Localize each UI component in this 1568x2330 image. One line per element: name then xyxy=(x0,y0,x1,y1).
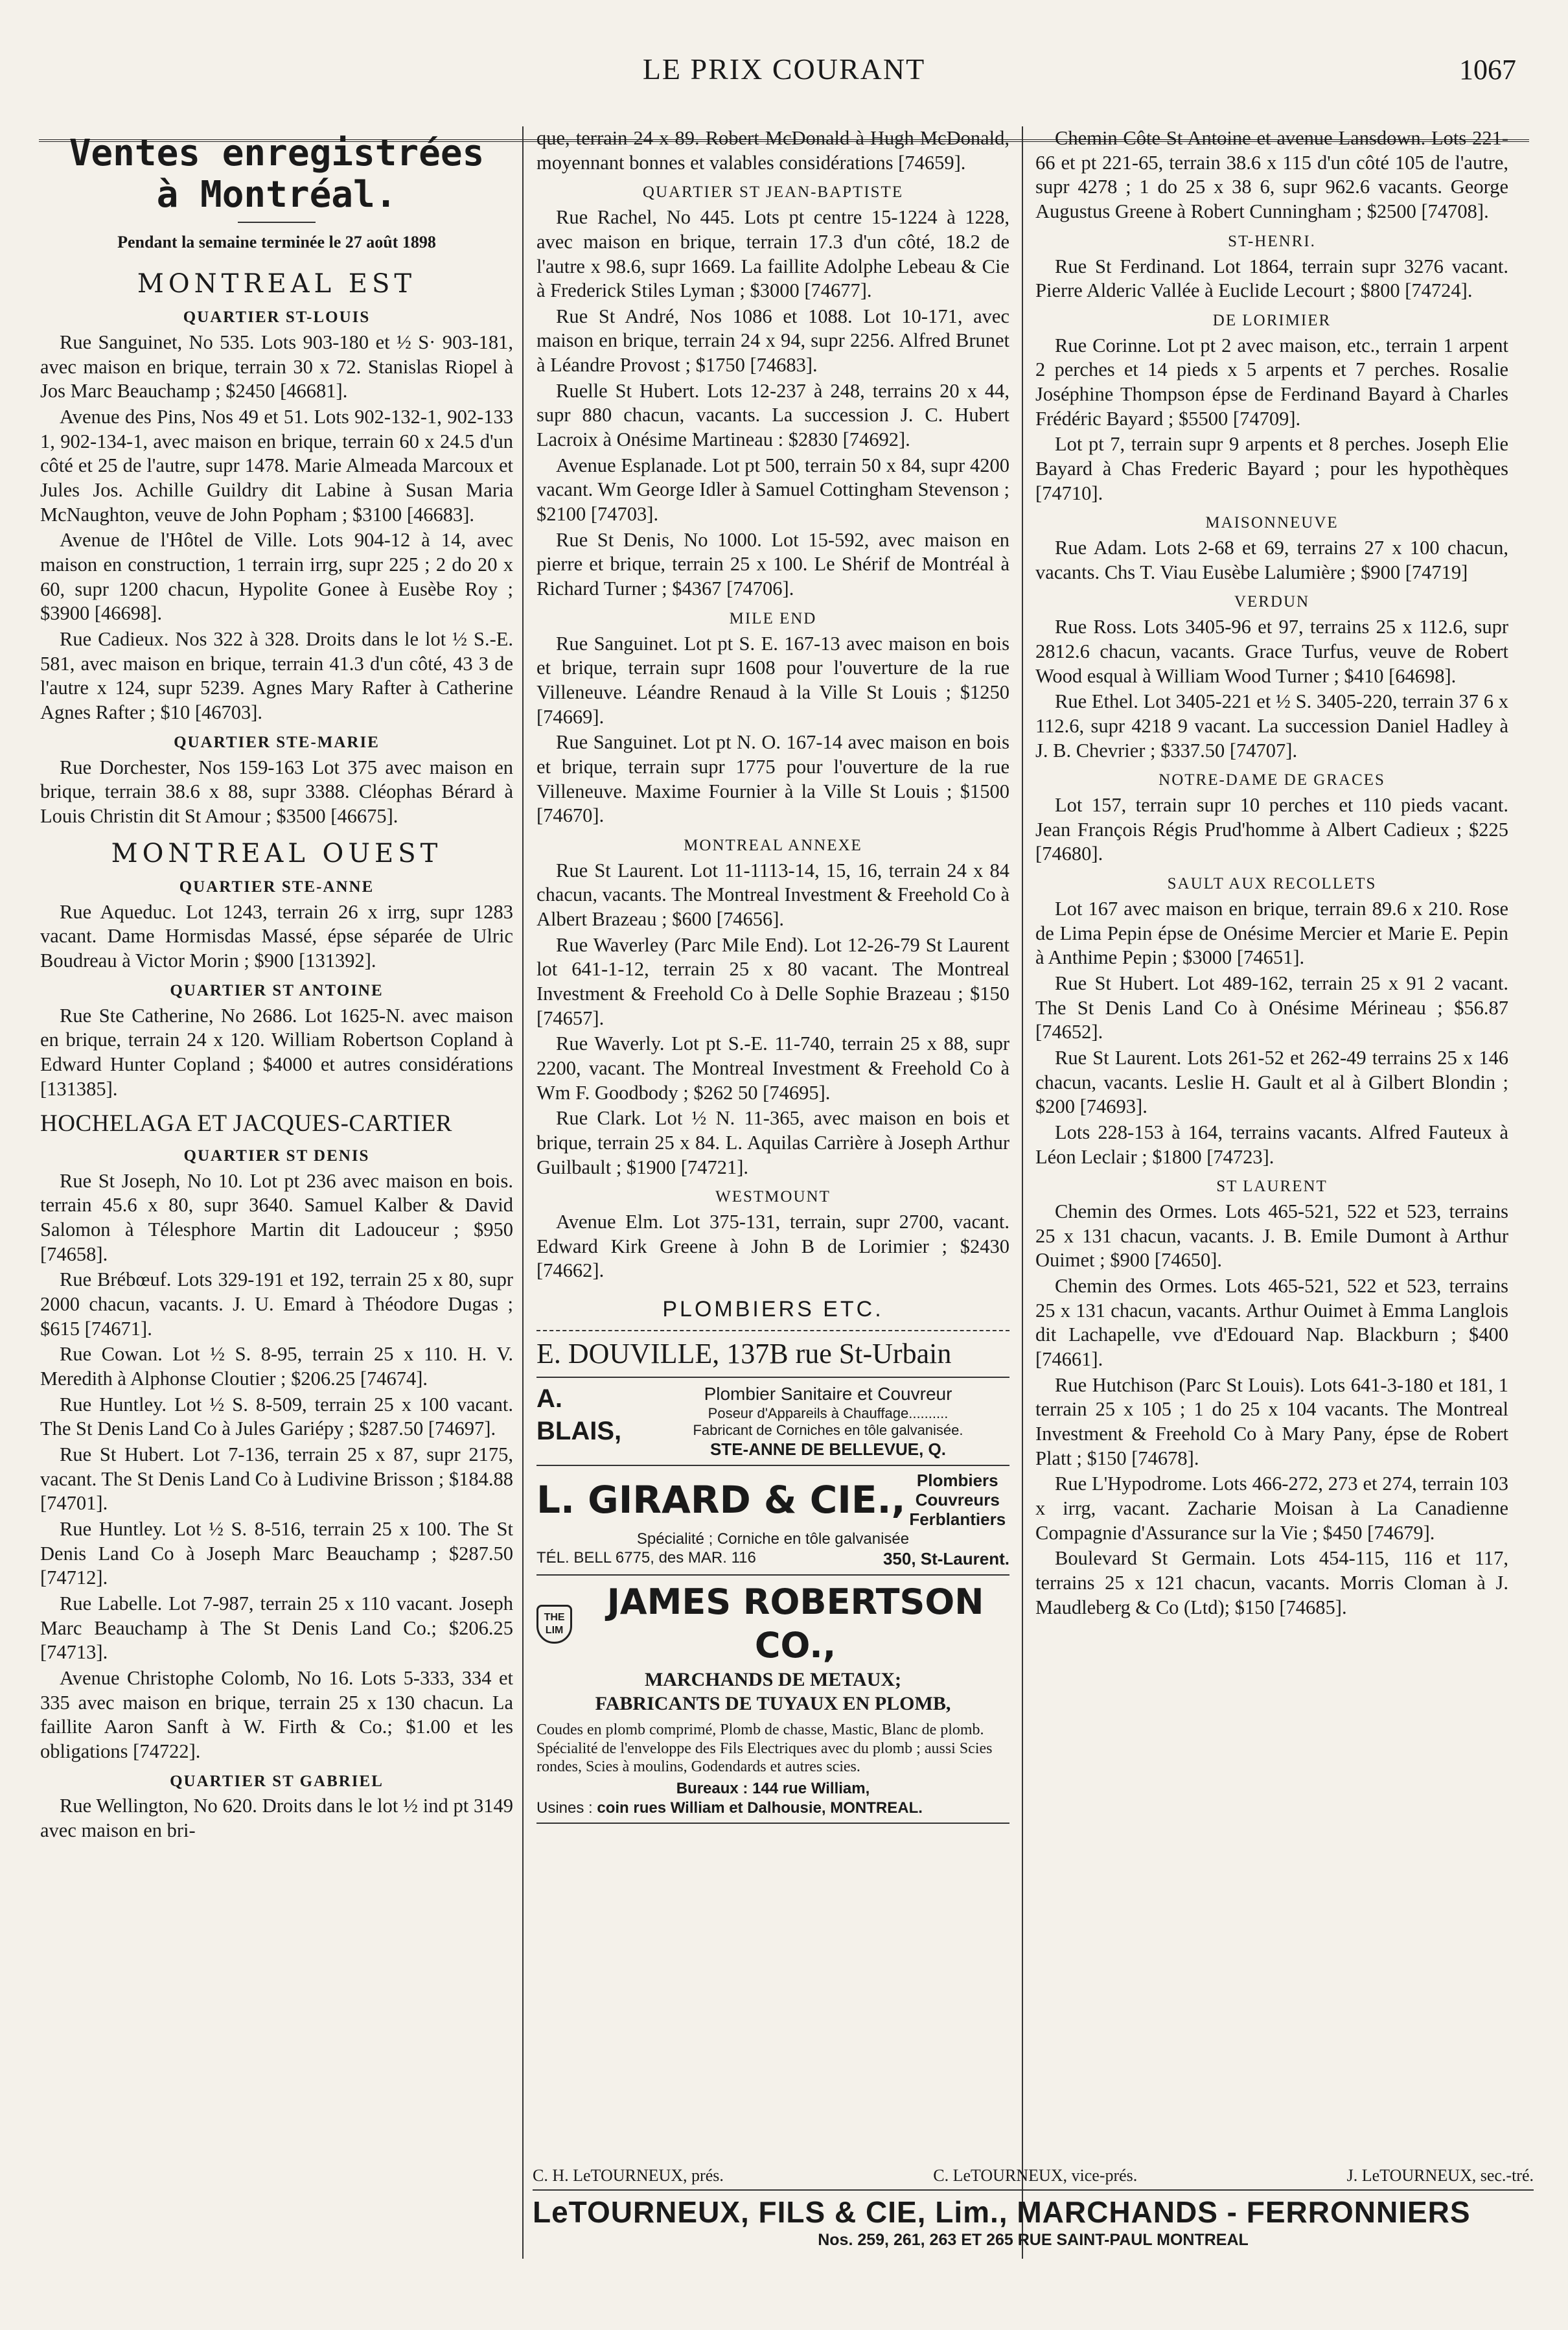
quarter-heading: MAISONNEUVE xyxy=(1205,514,1339,532)
girard-specialty: Spécialité ; Corniche en tôle galvanisée xyxy=(636,1530,910,1548)
sale-entry: Rue Dorchester, Nos 159-163 Lot 375 avec maison en brique, terrain 38.6 x 88, supr 3388. Cléophas Bérard à Louis Christin dit St Amour ; $3500 [46675]. xyxy=(40,756,513,827)
robertson-description: Coudes en plomb comprimé, Plomb de chasse, Mastic, Blanc de plomb. Spécialité de l'enveloppe des Fils Electriques avec du plomb ; aussi Scies rondes, Scies à moulins, Godendards et autres scies. xyxy=(536,1721,993,1776)
page-header xyxy=(0,45,1568,104)
column-1 xyxy=(40,126,513,1845)
sale-entry: Rue St Laurent. Lot 11-1113-14, 15, 16, terrain 24 x 84 chacun, vacants. The Montreal Investment & Freehold Co à Albert Brazeau ; $600 [74656]. xyxy=(536,859,1009,930)
ad-robertson xyxy=(536,1576,1009,1824)
quarter-heading: QUARTIER ST ANTOINE xyxy=(170,981,384,999)
sale-entry: Rue Sanguinet, No 535. Lots 903-180 et ½ S· 903-181, avec maison en brique, terrain 30 x 72. Stanislas Riopel à Jos Marc Beauchamp ; $2450 [46681]. xyxy=(40,331,513,402)
quarter-heading: QUARTIER ST GABRIEL xyxy=(170,1772,384,1790)
letourneux-officers xyxy=(533,2166,1534,2191)
column-2 xyxy=(536,126,1009,1824)
sale-entry: Rue Adam. Lots 2-68 et 69, terrains 27 x 100 chacun, vacants. Chs T. Viau Eusèbe Lalumière ; $900 [74719] xyxy=(1035,537,1508,583)
sale-entry: Rue St Laurent. Lots 261-52 et 262-49 terrains 25 x 146 chacun, vacants. Leslie H. Gault et al à Gilbert Blondin ; $200 [74693]. xyxy=(1035,1046,1508,1118)
blais-address: STE-ANNE DE BELLEVUE, Q. xyxy=(709,1439,947,1459)
sale-entry: Rue Ethel. Lot 3405-221 et ½ S. 3405-220, terrain 37 6 x 112.6, supr 4218 9 vacant. La succession Daniel Hadley à J. B. Chevrier ; $337.50 [74707]. xyxy=(1035,690,1508,762)
quarter-heading: WESTMOUNT xyxy=(715,1188,831,1206)
ad-blais xyxy=(536,1378,1009,1466)
girard-trade-line: Ferblantiers xyxy=(909,1509,1006,1529)
sale-entry: Rue St Denis, No 1000. Lot 15-592, avec maison en pierre et brique, terrain 25 x 100. Le Shérif de Montréal à Richard Turner ; $4367 [74706]. xyxy=(536,528,1009,600)
robertson-works xyxy=(536,1799,1009,1818)
sale-entry: Avenue Christophe Colomb, No 16. Lots 5-333, 334 et 335 avec maison en brique, terrain 25 x 130 chacun. La faillite Aaron Sanft à W. Firth & Co.; $1.00 et les obligations [74722]. xyxy=(40,1666,513,1762)
district-heading: HOCHELAGA ET JACQUES-CARTIER xyxy=(40,1110,452,1137)
sale-entry: Avenue Elm. Lot 375-131, terrain, supr 2700, vacant. Edward Kirk Greene à John B de Lorimier ; $2430 [74662]. xyxy=(536,1211,1009,1282)
sale-entry: Lot pt 7, terrain supr 9 arpents et 8 perches. Joseph Elie Bayard à Chas Frederic Bayard ; pour les hypothèques [74710]. xyxy=(1035,433,1508,504)
quarter-heading: QUARTIER ST JEAN-BAPTISTE xyxy=(642,183,904,202)
sale-entry: Rue Clark. Lot ½ N. 11-365, avec maison en bois et brique, terrain 25 x 84. L. Aquilas Carrière à Joseph Arthur Guilbault ; $1900 [74721]. xyxy=(536,1107,1009,1178)
ad-letourneux xyxy=(533,2166,1534,2250)
letourneux-officer: C. LeTOURNEUX, vice-prés. xyxy=(933,2166,1138,2185)
sale-entry: Rue Hutchison (Parc St Louis). Lots 641-3-180 et 181, 1 terrain 25 x 105 ; 1 do 25 x 104 vacants. The Montreal Investment & Freehold Co à Mary Pany, épse de Robert Platt ; $150 [74678]. xyxy=(1035,1373,1508,1469)
sale-entry: Rue Rachel, No 445. Lots pt centre 15-1224 à 1228, avec maison en brique, terrain 17.3 d'un côté, 18.2 de l'autre x 98.6, supr 1669. La faillite Adolphe Lebeau & Cie à Frederick Stiles Lyman ; $3000 [74677]. xyxy=(536,206,1009,302)
district-heading: MONTREAL EST xyxy=(137,268,417,299)
sale-entry: Chemin des Ormes. Lots 465-521, 522 et 523, terrains 25 x 131 chacun, vacants. J. B. Emile Dumont à Arthur Ouimet ; $900 [74650]. xyxy=(1035,1200,1508,1272)
sale-entry: Rue Cowan. Lot ½ S. 8-95, terrain 25 x 110. H. V. Meredith à Alphonse Cloutier ; $206.25 [74674]. xyxy=(40,1343,513,1390)
sale-entry: Avenue Esplanade. Lot pt 500, terrain 50 x 84, supr 4200 vacant. Wm George Idler à Samuel Cottingham Stevenson ; $2100 [74703]. xyxy=(536,454,1009,526)
sale-entry: Rue Wellington, No 620. Droits dans le lot ½ ind pt 3149 avec maison en bri- xyxy=(40,1795,513,1842)
sale-entry: Rue St Joseph, No 10. Lot pt 236 avec maison en bois. terrain 45.6 x 80, supr 3640. Samuel Kalber & David Salomon à Télesphore Martin dit Ladouceur ; $950 [74658]. xyxy=(40,1169,513,1265)
blais-details xyxy=(647,1383,1009,1460)
advertisements xyxy=(536,1296,1009,1824)
sale-entry: Avenue des Pins, Nos 49 et 51. Lots 902-132-1, 902-133 1, 902-134-1, avec maison en brique, terrain 60 x 24.5 d'un côté et 25 de l'autre, supr 1478. Marie Almeada Marcoux et Jules Jos. Achille Guildry dit Labine à Susan Maria McNaughton, veuve de John Popham ; $3100 [46683]. xyxy=(40,406,513,526)
ad-douville: E. DOUVILLE, 137B rue St-Urbain xyxy=(536,1331,1009,1378)
girard-trade-line: Plombiers Couvreurs xyxy=(915,1470,1000,1509)
sale-entry: Rue Ste Catherine, No 2686. Lot 1625-N. avec maison en brique, terrain 24 x 120. William Robertson Copland à Edward Hunter Copland ; $4000 et autres considérations [131385]. xyxy=(40,1004,513,1100)
sale-entry: Rue L'Hypodrome. Lots 466-272, 273 et 274, terrain 103 x irrg, vacant. Zacharie Moisan à La Canadienne Compagnie d'Assurance sur la Vie ; $450 [74679]. xyxy=(1035,1473,1508,1544)
ad-girard xyxy=(536,1466,1009,1576)
title-rule xyxy=(238,222,316,223)
sale-entry: Boulevard St Germain. Lots 454-115, 116 et 117, terrains 25 x 121 chacun, vacants. Morris Cloman à J. Maudleberg & Co (Ltd); $150 [74685]. xyxy=(1035,1547,1508,1618)
article-title xyxy=(40,133,513,216)
sale-entry: Chemin des Ormes. Lots 465-521, 522 et 523, terrains 25 x 131 chacun, vacants. Arthur Ouimet à Emma Langlois dit Lachapelle, vve d'Edouard Nap. Blackburn ; $400 [74661]. xyxy=(1035,1275,1508,1371)
robertson-works-address: coin rues William et Dalhousie, MONTREAL. xyxy=(597,1799,923,1817)
sale-entry-continued: que, terrain 24 x 89. Robert McDonald à Hugh McDonald, moyennant bonnes et valables considérations [74659]. xyxy=(536,127,1009,174)
sale-entry: Rue Corinne. Lot pt 2 avec maison, etc., terrain 1 arpent 2 perches et 14 pieds x 5 arpents et 7 perches. Rosalie Joséphine Thompson épse de Ferdinand Bayard à Charles Frédéric Bayard ; $5500 [74709]. xyxy=(1035,334,1508,430)
blais-name: A. BLAIS, xyxy=(536,1384,622,1445)
sale-entry: Rue Waverly. Lot pt S.-E. 11-740, terrain 25 x 88, supr 2200, vacant. The Montreal Investment & Freehold Co à Wm F. Goodbody ; $262 50 [74695]. xyxy=(536,1032,1009,1104)
article-title-line-2: à Montréal. xyxy=(156,174,397,216)
letourneux-name: LeTOURNEUX, FILS & CIE, Lim., MARCHANDS - FERRONNIERS xyxy=(533,2195,1471,2229)
letourneux-officer: J. LeTOURNEUX, sec.-tré. xyxy=(1346,2166,1534,2185)
sale-entry: Avenue de l'Hôtel de Ville. Lots 904-12 à 14, avec maison en construction, 1 terrain irrg, supr 225 ; 2 do 20 x 60, supr 1200 chacun, Hypolite Gonee à Eusèbe Roy ; $3900 [46698]. xyxy=(40,529,513,625)
running-title: LE PRIX COURANT xyxy=(642,52,926,86)
robertson-subtitle: MARCHANDS DE METAUX; xyxy=(644,1668,902,1690)
quarter-heading: NOTRE-DAME DE GRACES xyxy=(1159,771,1385,789)
quarter-heading: QUARTIER ST DENIS xyxy=(183,1147,370,1165)
sale-entry: Rue Sanguinet. Lot pt N. O. 167-14 avec maison en bois et brique, terrain supr 1775 pour l'ouverture de la rue Villeneuve. Maxime Fournier à la Ville St Louis ; $1500 [74670]. xyxy=(536,731,1009,827)
sale-entry: Rue St Hubert. Lot 489-162, terrain 25 x 91 2 vacant. The St Denis Land Co à Onésime Mérineau ; $56.87 [74652]. xyxy=(1035,972,1508,1043)
article-title-line-1: Ventes enregistrées xyxy=(69,132,485,174)
sale-entry: Ruelle St Hubert. Lots 12-237 à 248, terrains 20 x 44, supr 880 chacun, vacants. La succession J. C. Hubert Lacroix à Onésime Martineau : $2830 [74692]. xyxy=(536,379,1009,451)
robertson-subtitle: FABRICANTS DE TUYAUX EN PLOMB, xyxy=(595,1692,951,1714)
sale-entry: Rue Aqueduc. Lot 1243, terrain 26 x irrg, supr 1283 vacant. Dame Hormisdas Massé, épse séparée de Ulric Boudreau à Victor Morin ; $900 [131392]. xyxy=(40,900,513,972)
letourneux-officer: C. H. LeTOURNEUX, prés. xyxy=(533,2166,724,2185)
girard-name: L. GIRARD & CIE., xyxy=(536,1477,906,1522)
column-divider xyxy=(522,126,524,2259)
sale-entry: Rue Huntley. Lot ½ S. 8-516, terrain 25 x 100. The St Denis Land Co à Joseph Marc Beauchamp ; $287.50 [74712]. xyxy=(40,1517,513,1589)
quarter-heading: QUARTIER STE-ANNE xyxy=(179,878,375,896)
sale-entry: Rue Waverley (Parc Mile End). Lot 12-26-79 St Laurent lot 641-1-12, terrain 25 x 80 vacant. The Montreal Investment & Freehold Co à Delle Sophie Brazeau ; $150 [74657]. xyxy=(536,933,1009,1029)
quarter-heading: MONTREAL ANNEXE xyxy=(684,836,862,854)
girard-telephone: TÉL. BELL 6775, des MAR. 116 xyxy=(536,1549,756,1567)
quarter-heading: VERDUN xyxy=(1234,593,1310,611)
sale-entry-continued: Chemin Côte St Antoine et avenue Lansdown. Lots 221-66 et pt 221-65, terrain 38.6 x 115 d'un côté 105 de l'autre, supr 4278 ; 1 do 25 x 38 6, supr 962.6 vacants. George Augustus Greene à Robert Cunningham ; $2500 [74708]. xyxy=(1035,127,1508,222)
sale-entry: Lot 157, terrain supr 10 perches et 110 pieds vacant. Jean François Régis Prud'homme à Albert Cadieux ; $225 [74680]. xyxy=(1035,794,1508,865)
sale-entry: Rue St André, Nos 1086 et 1088. Lot 10-171, avec maison en brique, terrain 24 x 94, supr 2256. Alfred Brunet à Léandre Provost ; $1750 [74683]. xyxy=(536,305,1009,377)
letourneux-address: Nos. 259, 261, 263 ET 265 RUE SAINT-PAUL MONTREAL xyxy=(818,2231,1249,2249)
quarter-heading: DE LORIMIER xyxy=(1212,311,1332,329)
blais-trade: Plombier Sanitaire et Couvreur xyxy=(704,1384,952,1404)
quarter-heading: SAULT AUX RECOLLETS xyxy=(1167,875,1377,893)
sale-entry: Rue Cadieux. Nos 322 à 328. Droits dans le lot ½ S.-E. 581, avec maison en brique, terrain 41.3 d'un côté, 43 3 de l'autre x 124, supr 5239. Agnes Mary Rafter à Catherine Agnes Rafter ; $10 [46703]. xyxy=(40,628,513,723)
period-line: Pendant la semaine terminée le 27 août 1898 xyxy=(117,232,436,251)
robertson-name: JAMES ROBERTSON CO., xyxy=(606,1581,984,1666)
blais-line: Fabricant de Corniches en tôle galvanisée. xyxy=(693,1422,963,1439)
blais-line: Poseur d'Appareils à Chauffage.......... xyxy=(708,1404,949,1421)
sale-entry: Lot 167 avec maison en brique, terrain 89.6 x 210. Rose de Lima Pepin épse de Onésime Mercier et Marie E. Pepin à Anthime Pepin ; $3000 [74651]. xyxy=(1035,898,1508,969)
column-divider xyxy=(1022,126,1023,2259)
sale-entry: Rue Ross. Lots 3405-96 et 97, terrains 25 x 112.6, supr 2812.6 chacun, vacants. Grace Turfus, veuve de Robert Wood esqual à William Wood Turner ; $410 [64698]. xyxy=(1035,616,1508,687)
quarter-heading: ST LAURENT xyxy=(1216,1178,1328,1196)
girard-address: 350, St-Laurent. xyxy=(882,1549,1009,1569)
sale-entry: Rue Brébœuf. Lots 329-191 et 192, terrain 25 x 80, supr 2000 chacun, vacants. J. U. Emard à Théodore Dugas ; $615 [74671]. xyxy=(40,1268,513,1340)
ads-heading: PLOMBIERS ETC. xyxy=(536,1296,1009,1331)
sale-entry: Rue Huntley. Lot ½ S. 8-509, terrain 25 x 100 vacant. The St Denis Land Co à Jules Gariépy ; $287.50 [74697]. xyxy=(40,1393,513,1440)
robertson-office: Bureaux : 144 rue William, xyxy=(676,1780,870,1798)
sale-entry: Rue Sanguinet. Lot pt S. E. 167-13 avec maison en bois et brique, terrain supr 1608 pour l'ouverture de la rue Villeneuve. Léandre Renaud à la Ville St Louis ; $1250 [74669]. xyxy=(536,632,1009,728)
shield-logo-icon: THE LIM xyxy=(536,1605,572,1644)
quarter-heading: QUARTIER STE-MARIE xyxy=(174,733,380,751)
quarter-heading: MILE END xyxy=(729,609,817,627)
sale-entry: Rue Labelle. Lot 7-987, terrain 25 x 110 vacant. Joseph Marc Beauchamp à The St Denis Land Co.; $206.25 [74713]. xyxy=(40,1592,513,1664)
girard-trade xyxy=(906,1471,1009,1530)
district-heading: MONTREAL OUEST xyxy=(111,838,443,868)
quarter-heading: ST-HENRI. xyxy=(1228,232,1316,250)
quarter-heading: QUARTIER ST-LOUIS xyxy=(183,309,371,327)
sale-entry: Rue St Ferdinand. Lot 1864, terrain supr 3276 vacant. Pierre Alderic Vallée à Euclide Lecourt ; $800 [74724]. xyxy=(1035,255,1508,302)
robertson-works-label: Usines : xyxy=(536,1799,593,1817)
column-3 xyxy=(1035,126,1508,1621)
page-number: 1067 xyxy=(1459,54,1516,86)
sale-entry: Lots 228-153 à 164, terrains vacants. Alfred Fauteux à Léon Leclair ; $1800 [74723]. xyxy=(1035,1121,1508,1168)
sale-entry: Rue St Hubert. Lot 7-136, terrain 25 x 87, supr 2175, vacant. The St Denis Land Co à Ludivine Brisson ; $184.88 [74701]. xyxy=(40,1443,513,1515)
